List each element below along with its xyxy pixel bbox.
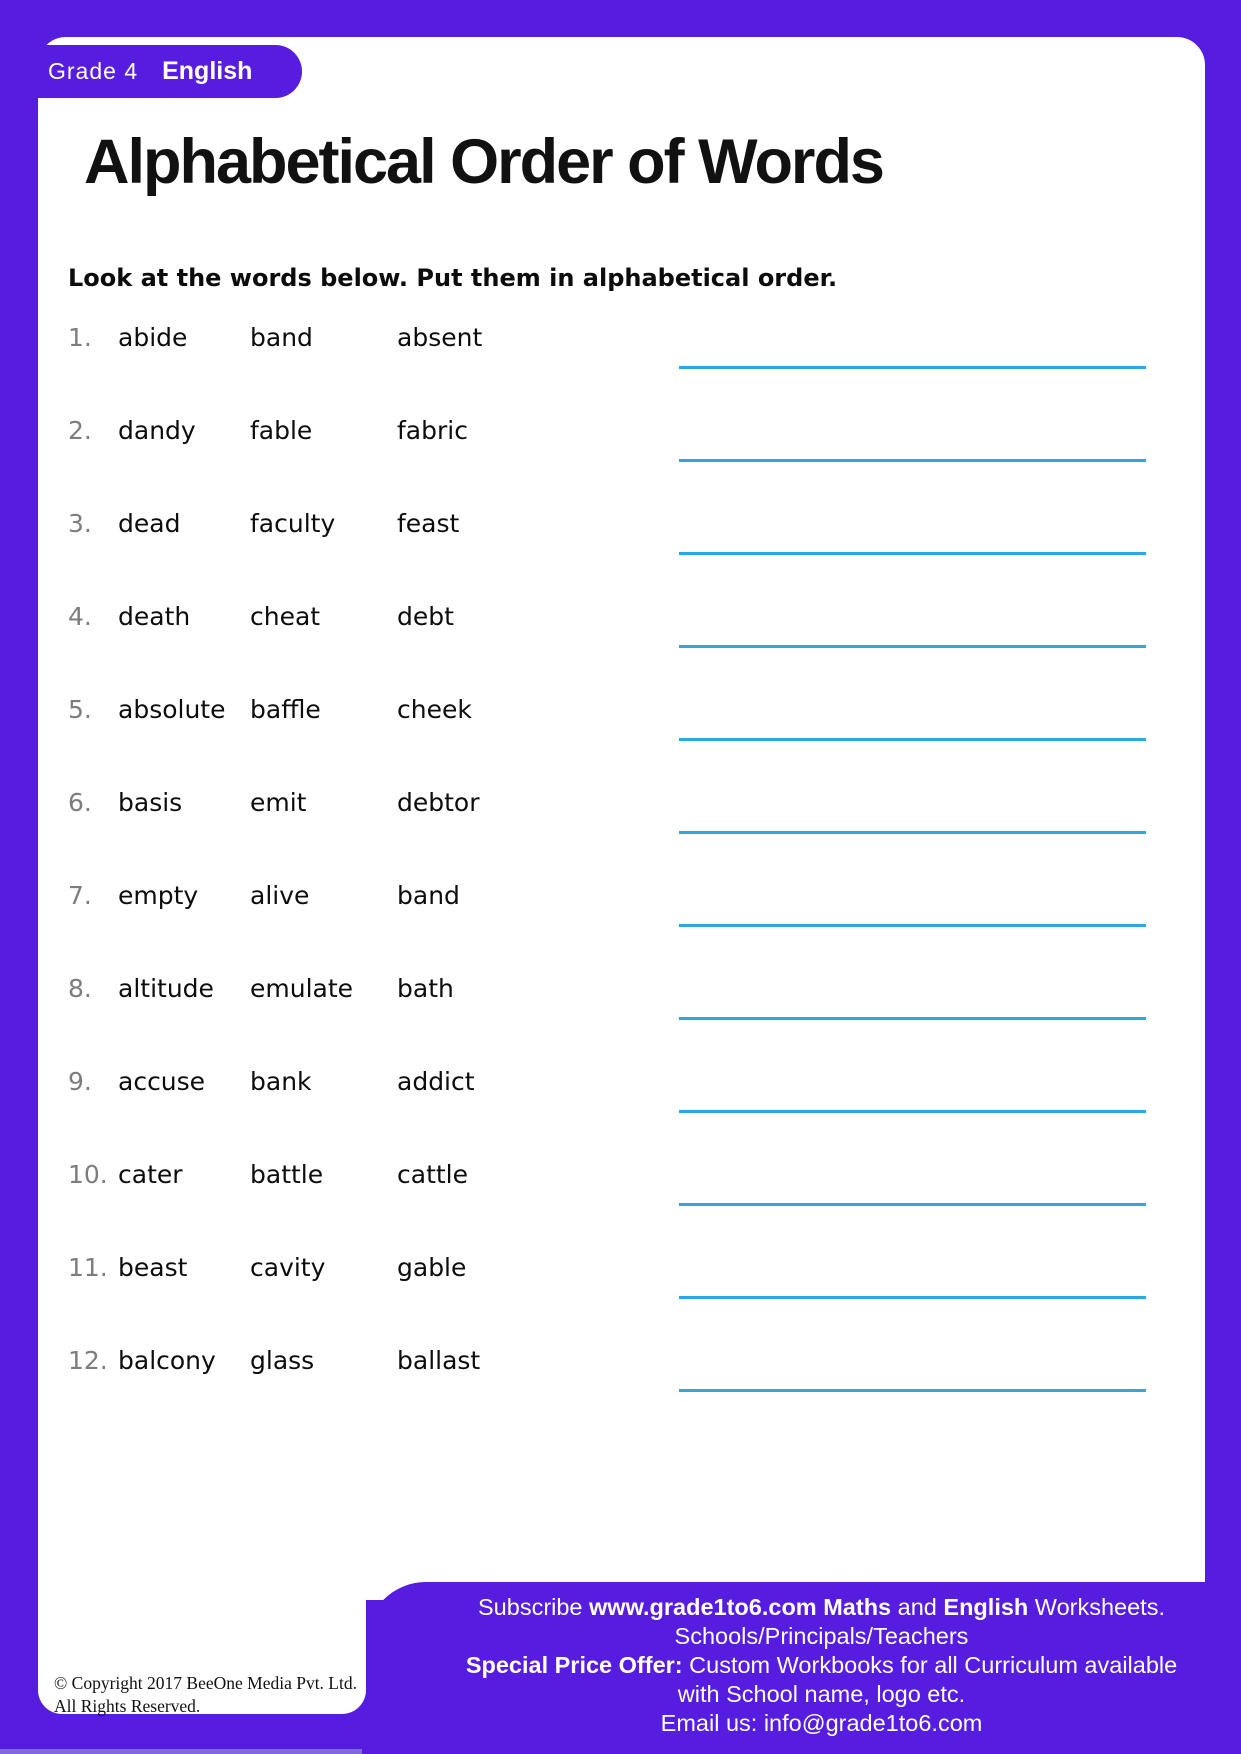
word-3: cheek bbox=[397, 695, 472, 724]
row-number: 12. bbox=[68, 1346, 108, 1375]
word-1: empty bbox=[118, 881, 199, 910]
word-3: absent bbox=[397, 323, 483, 352]
footer-segment: Subscribe bbox=[478, 1594, 590, 1620]
word-2: baffle bbox=[250, 695, 321, 724]
footer-line bbox=[422, 1680, 1221, 1709]
word-2: emulate bbox=[250, 974, 354, 1003]
word-2: alive bbox=[250, 881, 310, 910]
footer-segment: Custom Workbooks for all Curriculum available bbox=[682, 1652, 1178, 1678]
word-3: debtor bbox=[397, 788, 480, 817]
footer-segment: and bbox=[891, 1594, 944, 1620]
word-row bbox=[68, 1067, 1181, 1160]
subject-label: English bbox=[162, 57, 253, 85]
row-number: 4. bbox=[68, 602, 92, 631]
word-1: altitude bbox=[118, 974, 214, 1003]
row-number: 9. bbox=[68, 1067, 92, 1096]
row-number: 11. bbox=[68, 1253, 108, 1282]
copyright-notice bbox=[54, 1672, 394, 1718]
word-1: dead bbox=[118, 509, 181, 538]
answer-line[interactable] bbox=[679, 1017, 1146, 1020]
word-row bbox=[68, 1160, 1181, 1253]
answer-line[interactable] bbox=[679, 831, 1146, 834]
answer-line[interactable] bbox=[679, 459, 1146, 462]
word-1: accuse bbox=[118, 1067, 206, 1096]
footer-line bbox=[422, 1593, 1221, 1622]
word-row bbox=[68, 602, 1181, 695]
footer-segment-bold: English bbox=[943, 1594, 1029, 1620]
footer-segment: with School name, logo etc. bbox=[677, 1681, 966, 1707]
row-number: 10. bbox=[68, 1160, 108, 1189]
word-3: fabric bbox=[397, 416, 468, 445]
page-title: Alphabetical Order of Words bbox=[84, 127, 883, 197]
answer-line[interactable] bbox=[679, 1296, 1146, 1299]
footer-segment: Email us: info@grade1to6.com bbox=[660, 1710, 983, 1736]
footer-line bbox=[422, 1651, 1221, 1680]
footer-segment: Schools/Principals/Teachers bbox=[674, 1623, 969, 1649]
word-row bbox=[68, 695, 1181, 788]
word-1: dandy bbox=[118, 416, 196, 445]
word-1: balcony bbox=[118, 1346, 216, 1375]
word-1: abide bbox=[118, 323, 188, 352]
word-2: battle bbox=[250, 1160, 324, 1189]
row-number: 6. bbox=[68, 788, 92, 817]
grade-label: Grade 4 bbox=[48, 58, 139, 84]
footer-line bbox=[422, 1709, 1221, 1738]
row-number: 7. bbox=[68, 881, 92, 910]
word-row bbox=[68, 1346, 1181, 1439]
word-rows bbox=[68, 323, 1181, 1439]
answer-line[interactable] bbox=[679, 1389, 1146, 1392]
word-row bbox=[68, 323, 1181, 416]
word-1: basis bbox=[118, 788, 183, 817]
word-2: cheat bbox=[250, 602, 321, 631]
word-2: faculty bbox=[250, 509, 336, 538]
word-row bbox=[68, 416, 1181, 509]
word-1: beast bbox=[118, 1253, 188, 1282]
word-3: cattle bbox=[397, 1160, 468, 1189]
answer-line[interactable] bbox=[679, 738, 1146, 741]
word-2: glass bbox=[250, 1346, 315, 1375]
row-number: 1. bbox=[68, 323, 92, 352]
footer-banner bbox=[366, 1582, 1241, 1754]
word-1: absolute bbox=[118, 695, 226, 724]
row-number: 5. bbox=[68, 695, 92, 724]
footer-line bbox=[422, 1622, 1221, 1651]
word-row bbox=[68, 974, 1181, 1067]
grade-badge bbox=[0, 45, 302, 98]
row-number: 8. bbox=[68, 974, 92, 1003]
word-3: gable bbox=[397, 1253, 467, 1282]
word-1: death bbox=[118, 602, 191, 631]
footer-text bbox=[422, 1593, 1221, 1738]
answer-line[interactable] bbox=[679, 645, 1146, 648]
word-3: debt bbox=[397, 602, 454, 631]
word-row bbox=[68, 1253, 1181, 1346]
word-2: emit bbox=[250, 788, 307, 817]
footer-segment-bold: Special Price Offer: bbox=[465, 1652, 683, 1678]
word-2: band bbox=[250, 323, 313, 352]
answer-line[interactable] bbox=[679, 552, 1146, 555]
word-1: cater bbox=[118, 1160, 183, 1189]
word-3: ballast bbox=[397, 1346, 481, 1375]
row-number: 3. bbox=[68, 509, 92, 538]
answer-line[interactable] bbox=[679, 1203, 1146, 1206]
answer-line[interactable] bbox=[679, 924, 1146, 927]
word-row bbox=[68, 881, 1181, 974]
footer-segment: Worksheets. bbox=[1028, 1594, 1165, 1620]
copyright-line-2: All Rights Reserved. bbox=[54, 1696, 201, 1716]
answer-line[interactable] bbox=[679, 1110, 1146, 1113]
word-3: feast bbox=[397, 509, 460, 538]
word-2: bank bbox=[250, 1067, 312, 1096]
word-row bbox=[68, 509, 1181, 602]
footer-segment-bold: www.grade1to6.com Maths bbox=[589, 1594, 892, 1620]
word-3: band bbox=[397, 881, 460, 910]
word-3: bath bbox=[397, 974, 454, 1003]
instruction-text: Look at the words below. Put them in alphabetical order. bbox=[68, 264, 838, 292]
copyright-line-1: © Copyright 2017 BeeOne Media Pvt. Ltd. bbox=[54, 1673, 357, 1693]
word-2: fable bbox=[250, 416, 313, 445]
answer-line[interactable] bbox=[679, 366, 1146, 369]
word-3: addict bbox=[397, 1067, 475, 1096]
row-number: 2. bbox=[68, 416, 92, 445]
page-edge-strip bbox=[0, 1749, 362, 1754]
word-2: cavity bbox=[250, 1253, 326, 1282]
word-row bbox=[68, 788, 1181, 881]
